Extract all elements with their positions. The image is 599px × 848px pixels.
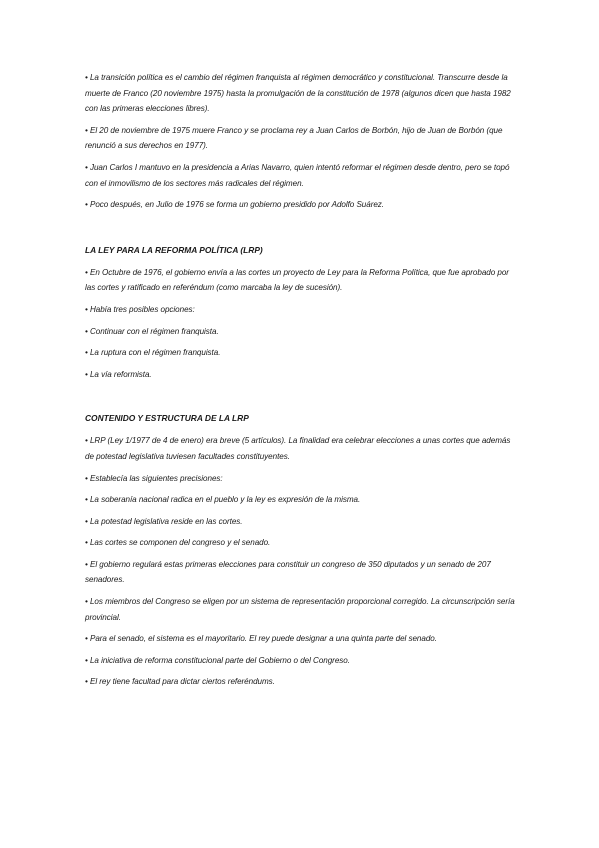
document-page [85,70,517,690]
section-paragraph: • Para el senado, el sistema es el mayoritario. El rey puede designar a una quinta parte del senado. [85,634,437,644]
section-paragraph: • La iniciativa de reforma constitucional parte del Gobierno o del Congreso. [85,655,350,665]
intro-paragraph: • Poco después, en Julio de 1976 se forma un gobierno presidido por Adolfo Suárez. [85,200,384,210]
section-paragraph: • LRP (Ley 1/1977 de 4 de enero) era breve (5 artículos). La finalidad era celebrar elecciones a unas cortes que además de potestad legislativa tuviesen facultades constituyentes. [85,436,511,461]
section-heading: CONTENIDO Y ESTRUCTURA DE LA LRP [85,413,249,424]
section-heading: LA LEY PARA LA REFORMA POLÍTICA (LRP) [85,244,263,255]
section-paragraph: • La vía reformista. [85,369,152,379]
section-paragraph: • Establecía las siguientes precisiones: [85,473,223,483]
intro-paragraph: • El 20 de noviembre de 1975 muere Franco y se proclama rey a Juan Carlos de Borbón, hijo de Juan de Borbón (que renunció a sus derechos en 1977). [85,125,503,151]
section-paragraph: • La soberanía nacional radica en el pueblo y la ley es expresión de la misma. [85,495,361,505]
section-paragraph: • La ruptura con el régimen franquista. [85,348,221,358]
section-paragraph: • En Octubre de 1976, el gobierno envía a las cortes un proyecto de Ley para la Reforma Política, que fue aprobado por las cortes y ratificado en referéndum (como marcaba la ley de sucesión). [85,267,509,293]
section-paragraph: • Las cortes se componen del congreso y el senado. [85,538,271,548]
intro-paragraph: • Juan Carlos I mantuvo en la presidencia a Arias Navarro, quien intentó reformar el régimen desde dentro, pero se topó con el inmovilismo de los sectores más radicales del régimen. [85,162,510,188]
section-paragraph: • El rey tiene facultad para dictar ciertos referéndums. [85,677,275,687]
intro-paragraph: • La transición política es el cambio del régimen franquista al régimen democrático y constitucional. Transcurre desde la muerte de Franco (20 noviembre 1975) hasta la promulgación de la constitución de 1978 (algunos dicen que hasta 1982 con las primeras elecciones libres). [85,73,511,114]
section-paragraph: • Había tres posibles opciones: [85,304,195,314]
section-paragraph: • Los miembros del Congreso se eligen por un sistema de representación proporcional corregido. La circunscripción sería provincial. [85,597,515,622]
section-paragraph: • Continuar con el régimen franquista. [85,326,219,336]
section-paragraph: • El gobierno regulará estas primeras elecciones para constituir un congreso de 350 diputados y un senado de 207 senadores. [85,559,491,585]
section-paragraph: • La potestad legislativa reside en las cortes. [85,516,243,526]
